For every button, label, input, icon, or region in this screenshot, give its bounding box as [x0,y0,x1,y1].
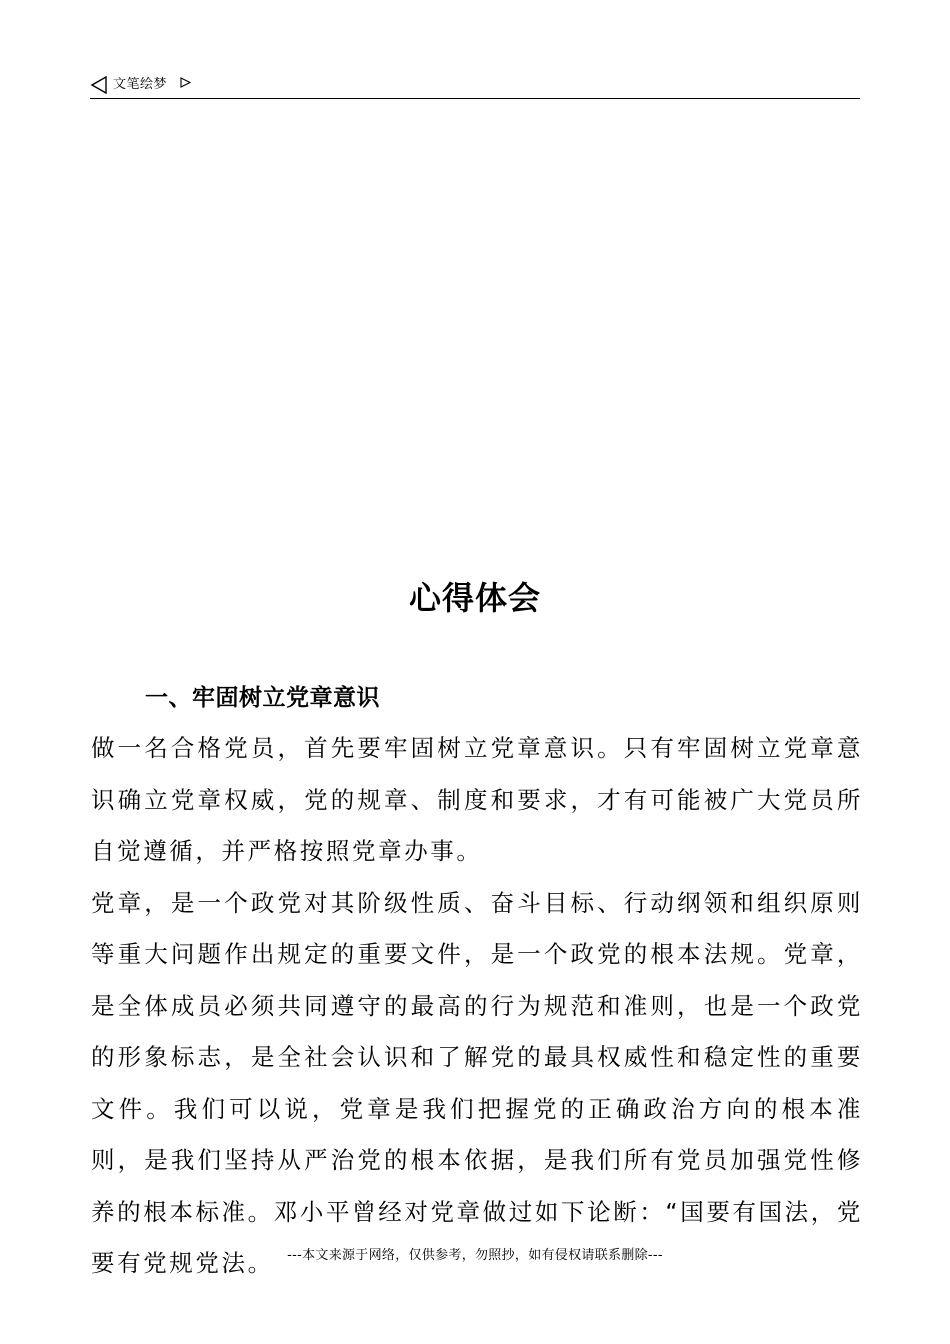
header-text: 文笔绘梦 [113,77,168,92]
paragraph: 党章，是一个政党对其阶级性质、奋斗目标、行动纲领和组织原则等重大问题作出规定的重要文件，是一个政党的根本法规。党章，是全体成员必须共同遵守的最高的行为规范和准则，也是一个政党的形象标志，是全社会认识和了解党的最具权威性和稳定性的重要文件。我们可以说，党章是我们把握党的正确政治方向的根本准则，是我们坚持从严治党的根本依据，是我们所有党员加强党性修养的根本标准。邓小平曾经对党章做过如下论断：“国要有国法，党要有党规党法。 [91,888,863,1277]
right-triangle-icon [180,77,191,88]
document-title: 心得体会 [408,579,541,617]
document-body [91,723,863,1290]
left-triangle-icon [90,76,108,94]
section-heading: 一、牢固树立党章意识 [145,685,380,711]
page-footer: ---本文来源于网络，仅供参考，勿照抄，如有侵权请联系删除--- [287,1248,663,1263]
page-header [90,72,860,99]
paragraph: 做一名合格党员，首先要牢固树立党章意识。只有牢固树立党章意识确立党章权威，党的规章、制度和要求，才有可能被广大党员所自觉遵循，并严格按照党章办事。 [91,734,863,865]
